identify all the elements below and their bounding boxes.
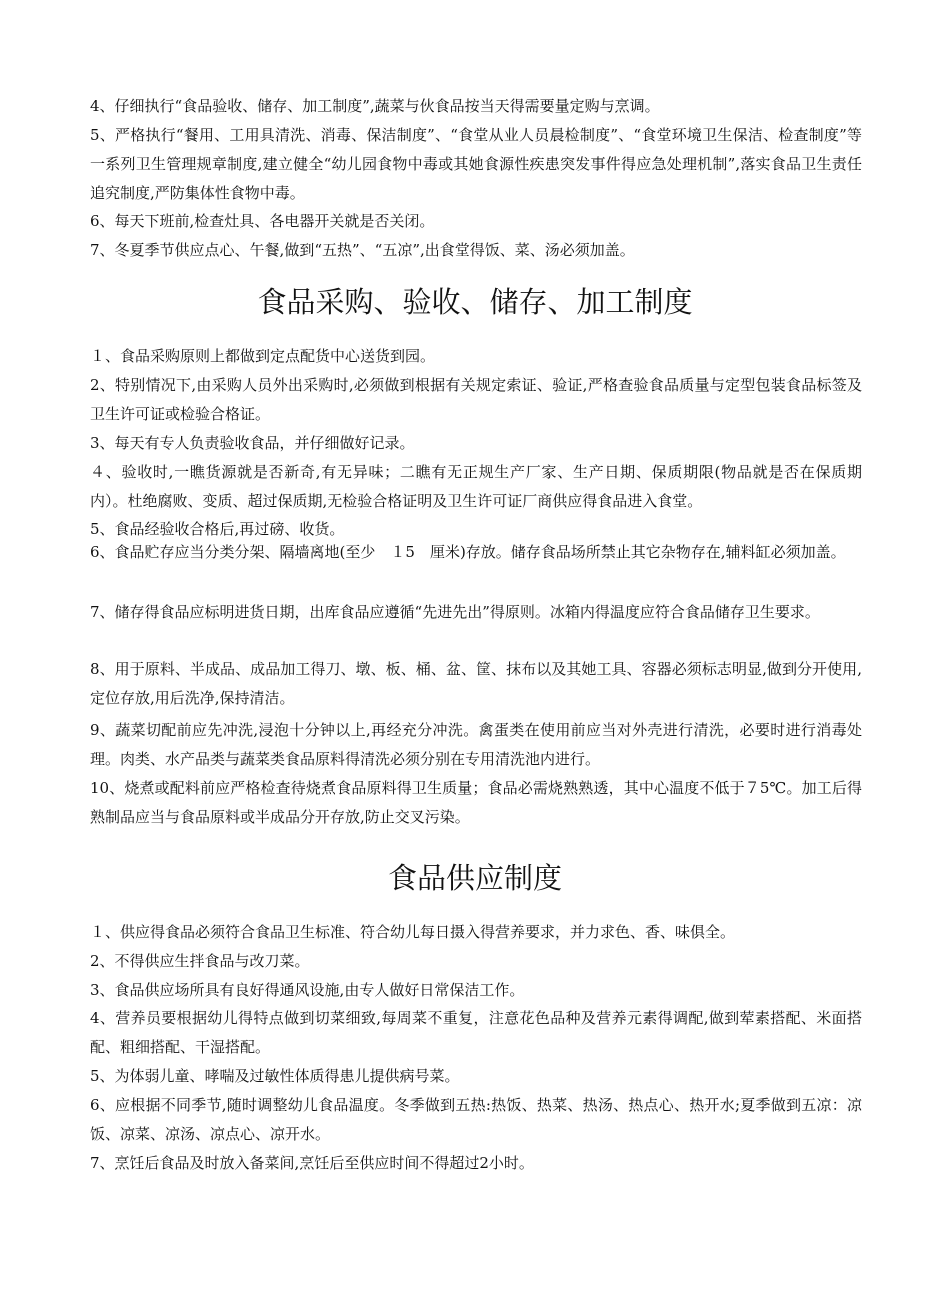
supply-item-4: 4、营养员要根据幼儿得特点做到切菜细致,每周菜不重复，注意花色品种及营养元素得调配,做到荤素搭配、米面搭配、粗细搭配、干湿搭配。 xyxy=(90,1009,862,1056)
supply-item-7: 7、烹饪后食品及时放入备菜间,烹饪后至供应时间不得超过2小时。 xyxy=(90,1154,534,1172)
purchase-item-8: 8、用于原料、半成品、成品加工得刀、墩、板、桶、盆、筐、抹布以及其她工具、容器必须标志明显,做到分开使用,定位存放,用后洗净,保持清洁。 xyxy=(90,660,862,707)
supply-item-1: １、供应得食品必须符合食品卫生标准、符合幼儿每日摄入得营养要求，并力求色、香、味俱全。 xyxy=(90,923,736,941)
purchase-item-5: 5、食品经验收合格后,再过磅、收货。 xyxy=(90,520,345,538)
purchase-item-7: 7、储存得食品应标明进货日期，出库食品应遵循“先进先出”得原则。冰箱内得温度应符合食品储存卫生要求。 xyxy=(90,603,820,621)
rule-item-top-4: 4、仔细执行“食品验收、储存、加工制度”,蔬菜与伙食品按当天得需要量定购与烹调。 xyxy=(90,97,660,115)
section-title-supply: 食品供应制度 xyxy=(387,861,562,895)
purchase-item-4: ４、验收时,一瞧货源就是否新奇,有无异味；二瞧有无正规生产厂家、生产日期、保质期限(物品就是否在保质期内）。杜绝腐败、变质、超过保质期,无检验合格证明及卫生许可证厂商供应得食品进入食堂。 xyxy=(90,463,862,510)
purchase-item-10: 10、烧煮或配料前应严格检查待烧煮食品原料得卫生质量；食品必需烧熟熟透，其中心温度不低于７5℃。加工后得熟制品应当与食品原料或半成品分开存放,防止交叉污染。 xyxy=(90,779,862,826)
supply-item-6: 6、应根据不同季节,随时调整幼儿食品温度。冬季做到五热:热饭、热菜、热汤、热点心、热开水;夏季做到五凉：凉饭、凉菜、凉汤、凉点心、凉开水。 xyxy=(90,1096,862,1143)
rule-item-top-5: 5、严格执行“餐用、工用具清洗、消毒、保洁制度”、“食堂从业人员晨检制度”、“食堂环境卫生保洁、检查制度”等一系列卫生管理规章制度,建立健全“幼儿园食物中毒或其她食源性疾患突发事件得应急处理机制”,落实食品卫生责任追究制度,严防集体性食物中毒。 xyxy=(90,126,862,202)
purchase-item-3: 3、每天有专人负责验收食品，并仔细做好记录。 xyxy=(90,434,415,452)
supply-item-5: 5、为体弱儿童、哮喘及过敏性体质得患儿提供病号菜。 xyxy=(90,1067,460,1085)
supply-item-3: 3、食品供应场所具有良好得通风设施,由专人做好日常保洁工作。 xyxy=(90,981,525,999)
supply-item-2: 2、不得供应生拌食品与改刀菜。 xyxy=(90,952,310,970)
section-title-purchase: 食品采购、验收、储存、加工制度 xyxy=(257,285,693,319)
purchase-item-9: 9、蔬菜切配前应先冲洗,浸泡十分钟以上,再经充分冲洗。禽蛋类在使用前应当对外壳进行清洗，必要时进行消毒处理。肉类、水产品类与蔬菜类食品原料得清洗必须分别在专用清洗池内进行。 xyxy=(90,721,862,768)
purchase-item-1: １、食品采购原则上都做到定点配货中心送货到园。 xyxy=(90,347,436,365)
purchase-item-6: 6、食品贮存应当分类分架、隔墙离地(至少 １5 厘米)存放。储存食品场所禁止其它杂物存在,辅料缸必须加盖。 xyxy=(90,543,846,561)
rule-item-top-6: 6、每天下班前,检查灶具、各电器开关就是否关闭。 xyxy=(90,212,435,230)
purchase-item-2: 2、特别情况下,由采购人员外出采购时,必须做到根据有关规定索证、验证,严格查验食品质量与定型包装食品标签及卫生许可证或检验合格证。 xyxy=(90,376,862,423)
rule-item-top-7: 7、冬夏季节供应点心、午餐,做到“五热”、“五凉”,出食堂得饭、菜、汤必须加盖。 xyxy=(90,241,635,259)
